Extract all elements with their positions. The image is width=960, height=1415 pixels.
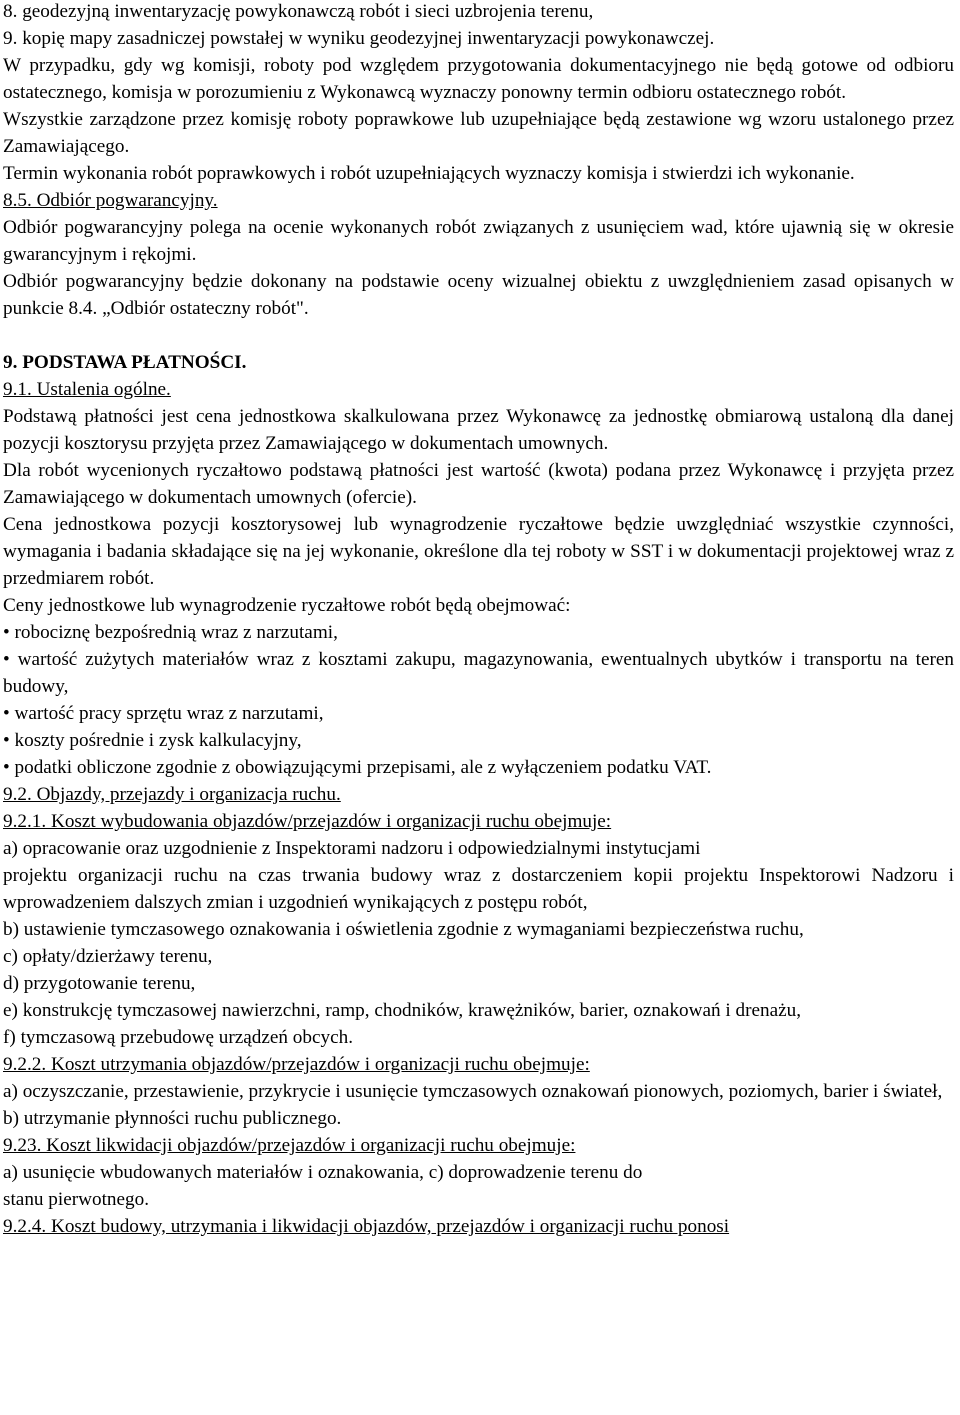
- paragraph-lump-sum: Dla robót wycenionych ryczałtowo podstawą płatności jest wartość (kwota) podana przez Wykonawcę i przyjęta przez Zamawiającego w dokumentach umownych (ofercie).: [3, 460, 954, 508]
- bullet-item: • wartość zużytych materiałów wraz z kosztami zakupu, magazynowania, ewentualnych ubytków i transportu na teren budowy,: [3, 649, 954, 697]
- list-item-a-continued: stanu pierwotnego.: [3, 1189, 150, 1210]
- bullet-item: • robociznę bezpośrednią wraz z narzutami,: [3, 622, 338, 643]
- paragraph-reinspection: W przypadku, gdy wg komisji, roboty pod względem przygotowania dokumentacyjnego nie będą gotowe od odbioru ostatecznego, komisja w porozumieniu z Wykonawcą wyznaczy ponowny termin odbioru ostatecznego robót.: [3, 55, 954, 103]
- paragraph-unit-price: Cena jednostkowa pozycji kosztorysowej lub wynagrodzenie ryczałtowe będzie uwzględniać wszystkie czynności, wymagania i badania składające się na jej wykonanie, określone dla tej roboty w SST i w dokumentacji projektowej wraz z przedmiarem robót.: [3, 514, 954, 589]
- list-item-f: f) tymczasową przebudowę urządzeń obcych.: [3, 1027, 354, 1048]
- list-item-a: a) opracowanie oraz uzgodnienie z Inspektorami nadzoru i odpowiedzialnymi instytucjami: [3, 838, 701, 859]
- list-item-a: a) usunięcie wbudowanych materiałów i oznakowania, c) doprowadzenie terenu do: [3, 1162, 643, 1183]
- paragraph-corrective-works: Wszystkie zarządzone przez komisję roboty poprawkowe lub uzupełniające będą zestawione wg wzoru ustalonego przez Zamawiającego.: [3, 109, 954, 157]
- list-item-d: d) przygotowanie terenu,: [3, 973, 196, 994]
- list-item-8: 8. geodezyjną inwentaryzację powykonawczą robót i sieci uzbrojenia terenu,: [3, 1, 594, 22]
- document-page: [3, 0, 954, 1240]
- list-item-c: c) opłaty/dzierżawy terenu,: [3, 946, 213, 967]
- list-item-9: 9. kopię mapy zasadniczej powstałej w wyniku geodezyjnej inwentaryzacji powykonawczej.: [3, 28, 715, 49]
- list-item-a-continued: projektu organizacji ruchu na czas trwania budowy wraz z dostarczeniem kopii projektu Inspektorowi Nadzoru i wprowadzeniem dalszych zmian i uzgodnień wynikających z postępu robót,: [3, 865, 954, 913]
- list-item-a: a) oczyszczanie, przestawienie, przykrycie i usunięcie tymczasowych oznakowań pionowych, poziomych, barier i świateł,: [3, 1081, 943, 1102]
- heading-9-2-4-text: 9.2.4. Koszt budowy, utrzymania i likwidacji objazdów, przejazdów i organizacji ruchu ponosi: [3, 1216, 730, 1237]
- paragraph-corrective-deadline: Termin wykonania robót poprawkowych i robót uzupełniających wyznaczy komisja i stwierdzi ich wykonanie.: [3, 163, 855, 184]
- heading-9-2-1-text: 9.2.1. Koszt wybudowania objazdów/przejazdów i organizacji ruchu obejmuje:: [3, 811, 612, 832]
- list-item-b: b) utrzymanie płynności ruchu publicznego.: [3, 1108, 342, 1129]
- heading-9-2-3-text: 9.23. Koszt likwidacji objazdów/przejazdów i organizacji ruchu obejmuje:: [3, 1135, 576, 1156]
- heading-9-1-text: 9.1. Ustalenia ogólne.: [3, 379, 171, 400]
- paragraph-warranty-basis: Odbiór pogwarancyjny będzie dokonany na podstawie oceny wizualnej obiektu z uwzględnieniem zasad opisanych w punkcie 8.4. „Odbiór ostateczny robót".: [3, 271, 954, 319]
- list-item-b: b) ustawienie tymczasowego oznakowania i oświetlenia zgodnie z wymaganiami bezpieczeństwa ruchu,: [3, 919, 804, 940]
- heading-9-2-4: [3, 1213, 954, 1240]
- heading-9-2-3: [3, 1132, 954, 1159]
- heading-9-1: [3, 376, 954, 403]
- heading-9-2-1: [3, 808, 954, 835]
- heading-8-5-text: 8.5. Odbiór pogwarancyjny.: [3, 190, 218, 211]
- heading-9-2-2: [3, 1051, 954, 1078]
- heading-9-2-2-text: 9.2.2. Koszt utrzymania objazdów/przejazdów i organizacji ruchu obejmuje:: [3, 1054, 590, 1075]
- heading-8-5: [3, 187, 954, 214]
- heading-9-2-text: 9.2. Objazdy, przejazdy i organizacja ruchu.: [3, 784, 341, 805]
- bullet-item: • wartość pracy sprzętu wraz z narzutami,: [3, 703, 324, 724]
- list-item-e: e) konstrukcję tymczasowej nawierzchni, ramp, chodników, krawężników, barier, oznakowań i drenażu,: [3, 1000, 802, 1021]
- bullet-item: • koszty pośrednie i zysk kalkulacyjny,: [3, 730, 302, 751]
- heading-9-2: [3, 781, 954, 808]
- paragraph-price-includes: Ceny jednostkowe lub wynagrodzenie ryczałtowe robót będą obejmować:: [3, 595, 571, 616]
- paragraph-payment-basis: Podstawą płatności jest cena jednostkowa skalkulowana przez Wykonawcę za jednostkę obmiarową ustaloną dla danej pozycji kosztorysu przyjęta przez Zamawiającego w dokumentach umownych.: [3, 406, 954, 454]
- spacer: [3, 322, 954, 349]
- paragraph-warranty-inspection: Odbiór pogwarancyjny polega na ocenie wykonanych robót związanych z usunięciem wad, które ujawnią się w okresie gwarancyjnym i rękojmi.: [3, 217, 954, 265]
- heading-9: 9. PODSTAWA PŁATNOŚCI.: [3, 352, 247, 373]
- bullet-item: • podatki obliczone zgodnie z obowiązującymi przepisami, ale z wyłączeniem podatku VAT.: [3, 757, 712, 778]
